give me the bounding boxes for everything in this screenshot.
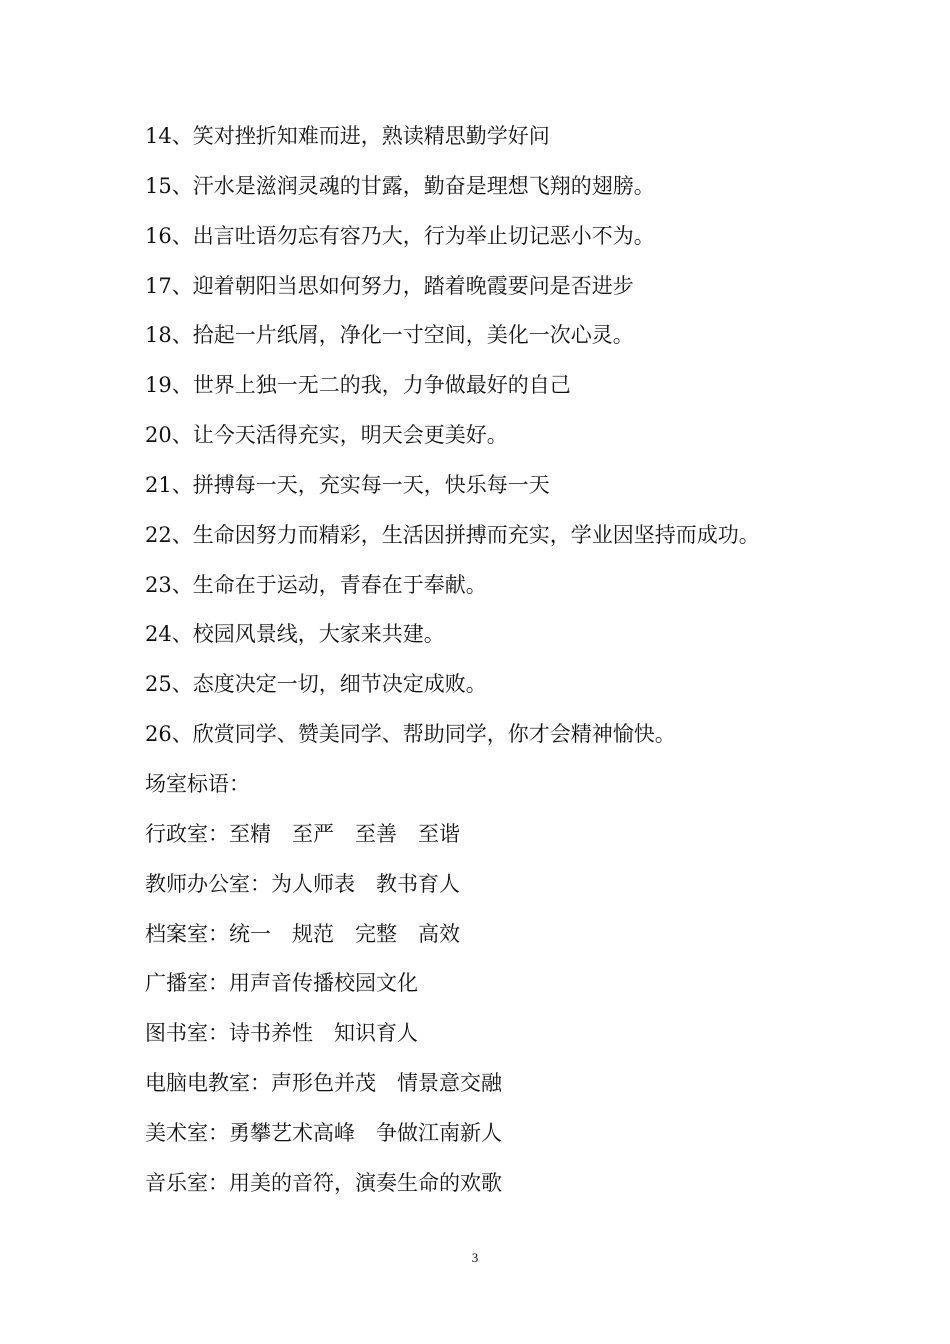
slogan-line: 24、校园风景线，大家来共建。 xyxy=(145,622,445,647)
room-slogan-line: 电脑电教室：声形色并茂 情景意交融 xyxy=(145,1071,502,1096)
slogan-line: 15、汗水是滋润灵魂的甘露，勤奋是理想飞翔的翅膀。 xyxy=(145,173,655,198)
room-slogan-line: 图书室：诗书养性 知识育人 xyxy=(145,1021,418,1046)
slogan-line: 16、出言吐语勿忘有容乃大，行为举止切记恶小不为。 xyxy=(145,223,655,248)
slogan-line: 22、生命因努力而精彩，生活因拼搏而充实，学业因坚持而成功。 xyxy=(145,522,760,547)
slogan-line: 18、拾起一片纸屑，净化一寸空间，美化一次心灵。 xyxy=(145,323,634,348)
room-slogan-line: 音乐室：用美的音符，演奏生命的欢歌 xyxy=(145,1170,502,1195)
room-slogan-line: 档案室：统一 规范 完整 高效 xyxy=(145,921,460,946)
slogan-line: 23、生命在于运动，青春在于奉献。 xyxy=(145,572,487,597)
slogan-line: 25、态度决定一切，细节决定成败。 xyxy=(145,672,487,697)
room-slogans-heading: 场室标语： xyxy=(145,771,250,796)
room-slogan-line: 美术室：勇攀艺术高峰 争做江南新人 xyxy=(145,1120,502,1145)
slogan-line: 20、让今天活得充实，明天会更美好。 xyxy=(145,423,508,448)
slogan-line: 21、拼搏每一天，充实每一天，快乐每一天 xyxy=(145,472,550,497)
room-slogan-line: 行政室：至精 至严 至善 至谐 xyxy=(145,821,460,846)
page-number: 3 xyxy=(471,1250,479,1265)
slogan-line: 14、笑对挫折知难而进，熟读精思勤学好问 xyxy=(145,124,550,148)
slogan-line: 19、世界上独一无二的我，力争做最好的自己 xyxy=(145,373,571,398)
document-body xyxy=(145,116,845,1213)
slogan-line: 17、迎着朝阳当思如何努力，踏着晚霞要问是否进步 xyxy=(145,273,634,298)
room-slogan-line: 教师办公室：为人师表 教书育人 xyxy=(145,871,460,896)
slogan-line: 26、欣赏同学、赞美同学、帮助同学，你才会精神愉快。 xyxy=(145,722,676,747)
room-slogan-line: 广播室：用声音传播校园文化 xyxy=(145,971,418,996)
